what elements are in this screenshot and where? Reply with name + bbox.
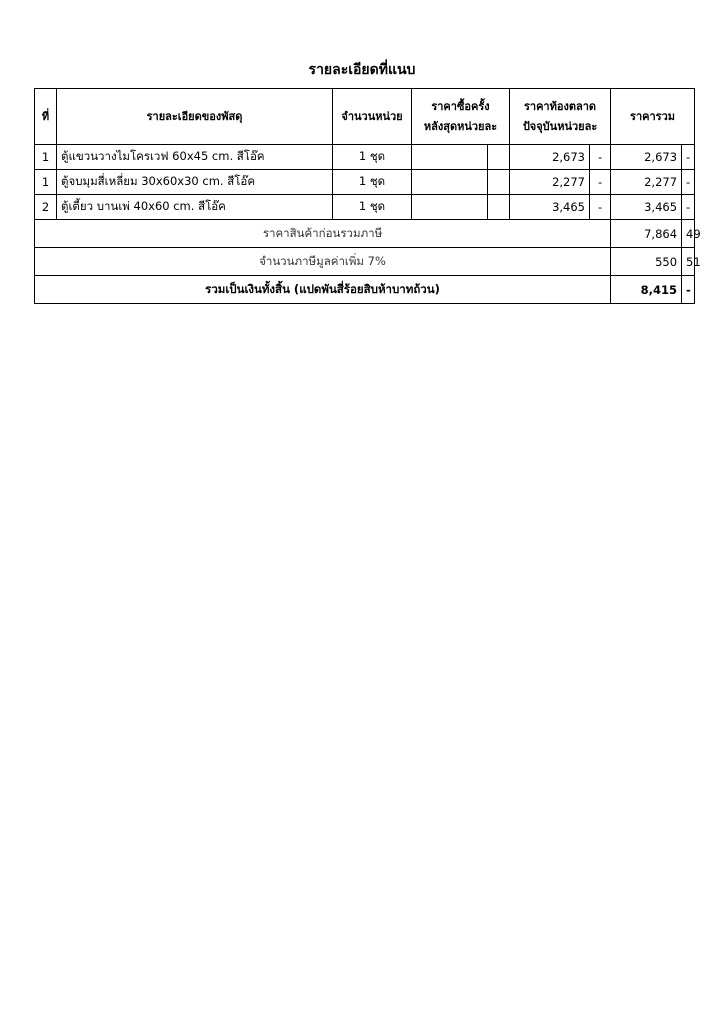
item-last-price-satang [488,195,510,220]
subtotal-label: ราคาสินค้าก่อนรวมภาษี [35,220,611,248]
item-last-price-satang [488,145,510,170]
items-table [34,88,701,304]
item-quantity: 1 ชุด [333,145,412,170]
header-no: ที่ [35,89,57,145]
vat-label: จำนวนภาษีมูลค่าเพิ่ม 7% [35,248,611,276]
header-market-price [510,89,611,145]
item-no: 1 [35,170,57,195]
vat-satang: 51 [682,248,695,276]
item-quantity: 1 ชุด [333,195,412,220]
header-row [35,89,695,145]
item-total: 2,277 [611,170,682,195]
subtotal-row [35,220,695,248]
grand-total-label: รวมเป็นเงินทั้งสิ้น (แปดพันสี่ร้อยสิบห้าบาทถ้วน) [35,276,611,304]
item-total-satang: - [682,145,695,170]
header-description: รายละเอียดของพัสดุ [57,89,333,145]
table-row [35,195,695,220]
item-market-price-satang: - [590,170,611,195]
subtotal-value: 7,864 [611,220,682,248]
item-market-price: 2,277 [510,170,590,195]
item-description: ตู้แขวนวางไมโครเวฟ 60x45 cm. สีโอ๊ค [57,145,333,170]
grand-total-value: 8,415 [611,276,682,304]
grand-total-row [35,276,695,304]
vat-value: 550 [611,248,682,276]
item-last-price [412,195,488,220]
header-market-price-line2: ปัจจุบันหน่วยละ [522,119,598,133]
header-last-price [412,89,510,145]
subtotal-satang: 49 [682,220,695,248]
item-market-price: 2,673 [510,145,590,170]
header-last-price-line1: ราคาซื้อครั้ง [431,99,490,113]
item-market-price-satang: - [590,195,611,220]
item-description: ตู้เตี้ยว บานเพ่ 40x60 cm. สีโอ๊ค [57,195,333,220]
table-row [35,145,695,170]
header-total: ราคารวม [611,89,695,145]
vat-row [35,248,695,276]
item-total: 2,673 [611,145,682,170]
item-market-price-satang: - [590,145,611,170]
item-no: 1 [35,145,57,170]
header-last-price-line2: หลังสุดหน่วยละ [423,119,498,133]
item-total: 3,465 [611,195,682,220]
item-last-price [412,170,488,195]
table-row [35,170,695,195]
item-no: 2 [35,195,57,220]
item-total-satang: - [682,195,695,220]
page-title: รายละเอียดที่แนบ [308,62,416,78]
header-quantity: จำนวนหน่วย [333,89,412,145]
item-description: ตู้จบมุมสี่เหลี่ยม 30x60x30 cm. สีโอ๊ค [57,170,333,195]
item-last-price-satang [488,170,510,195]
item-quantity: 1 ชุด [333,170,412,195]
grand-total-satang: - [682,276,695,304]
item-market-price: 3,465 [510,195,590,220]
item-last-price [412,145,488,170]
item-total-satang: - [682,170,695,195]
header-market-price-line1: ราคาท้องตลาด [523,99,597,113]
